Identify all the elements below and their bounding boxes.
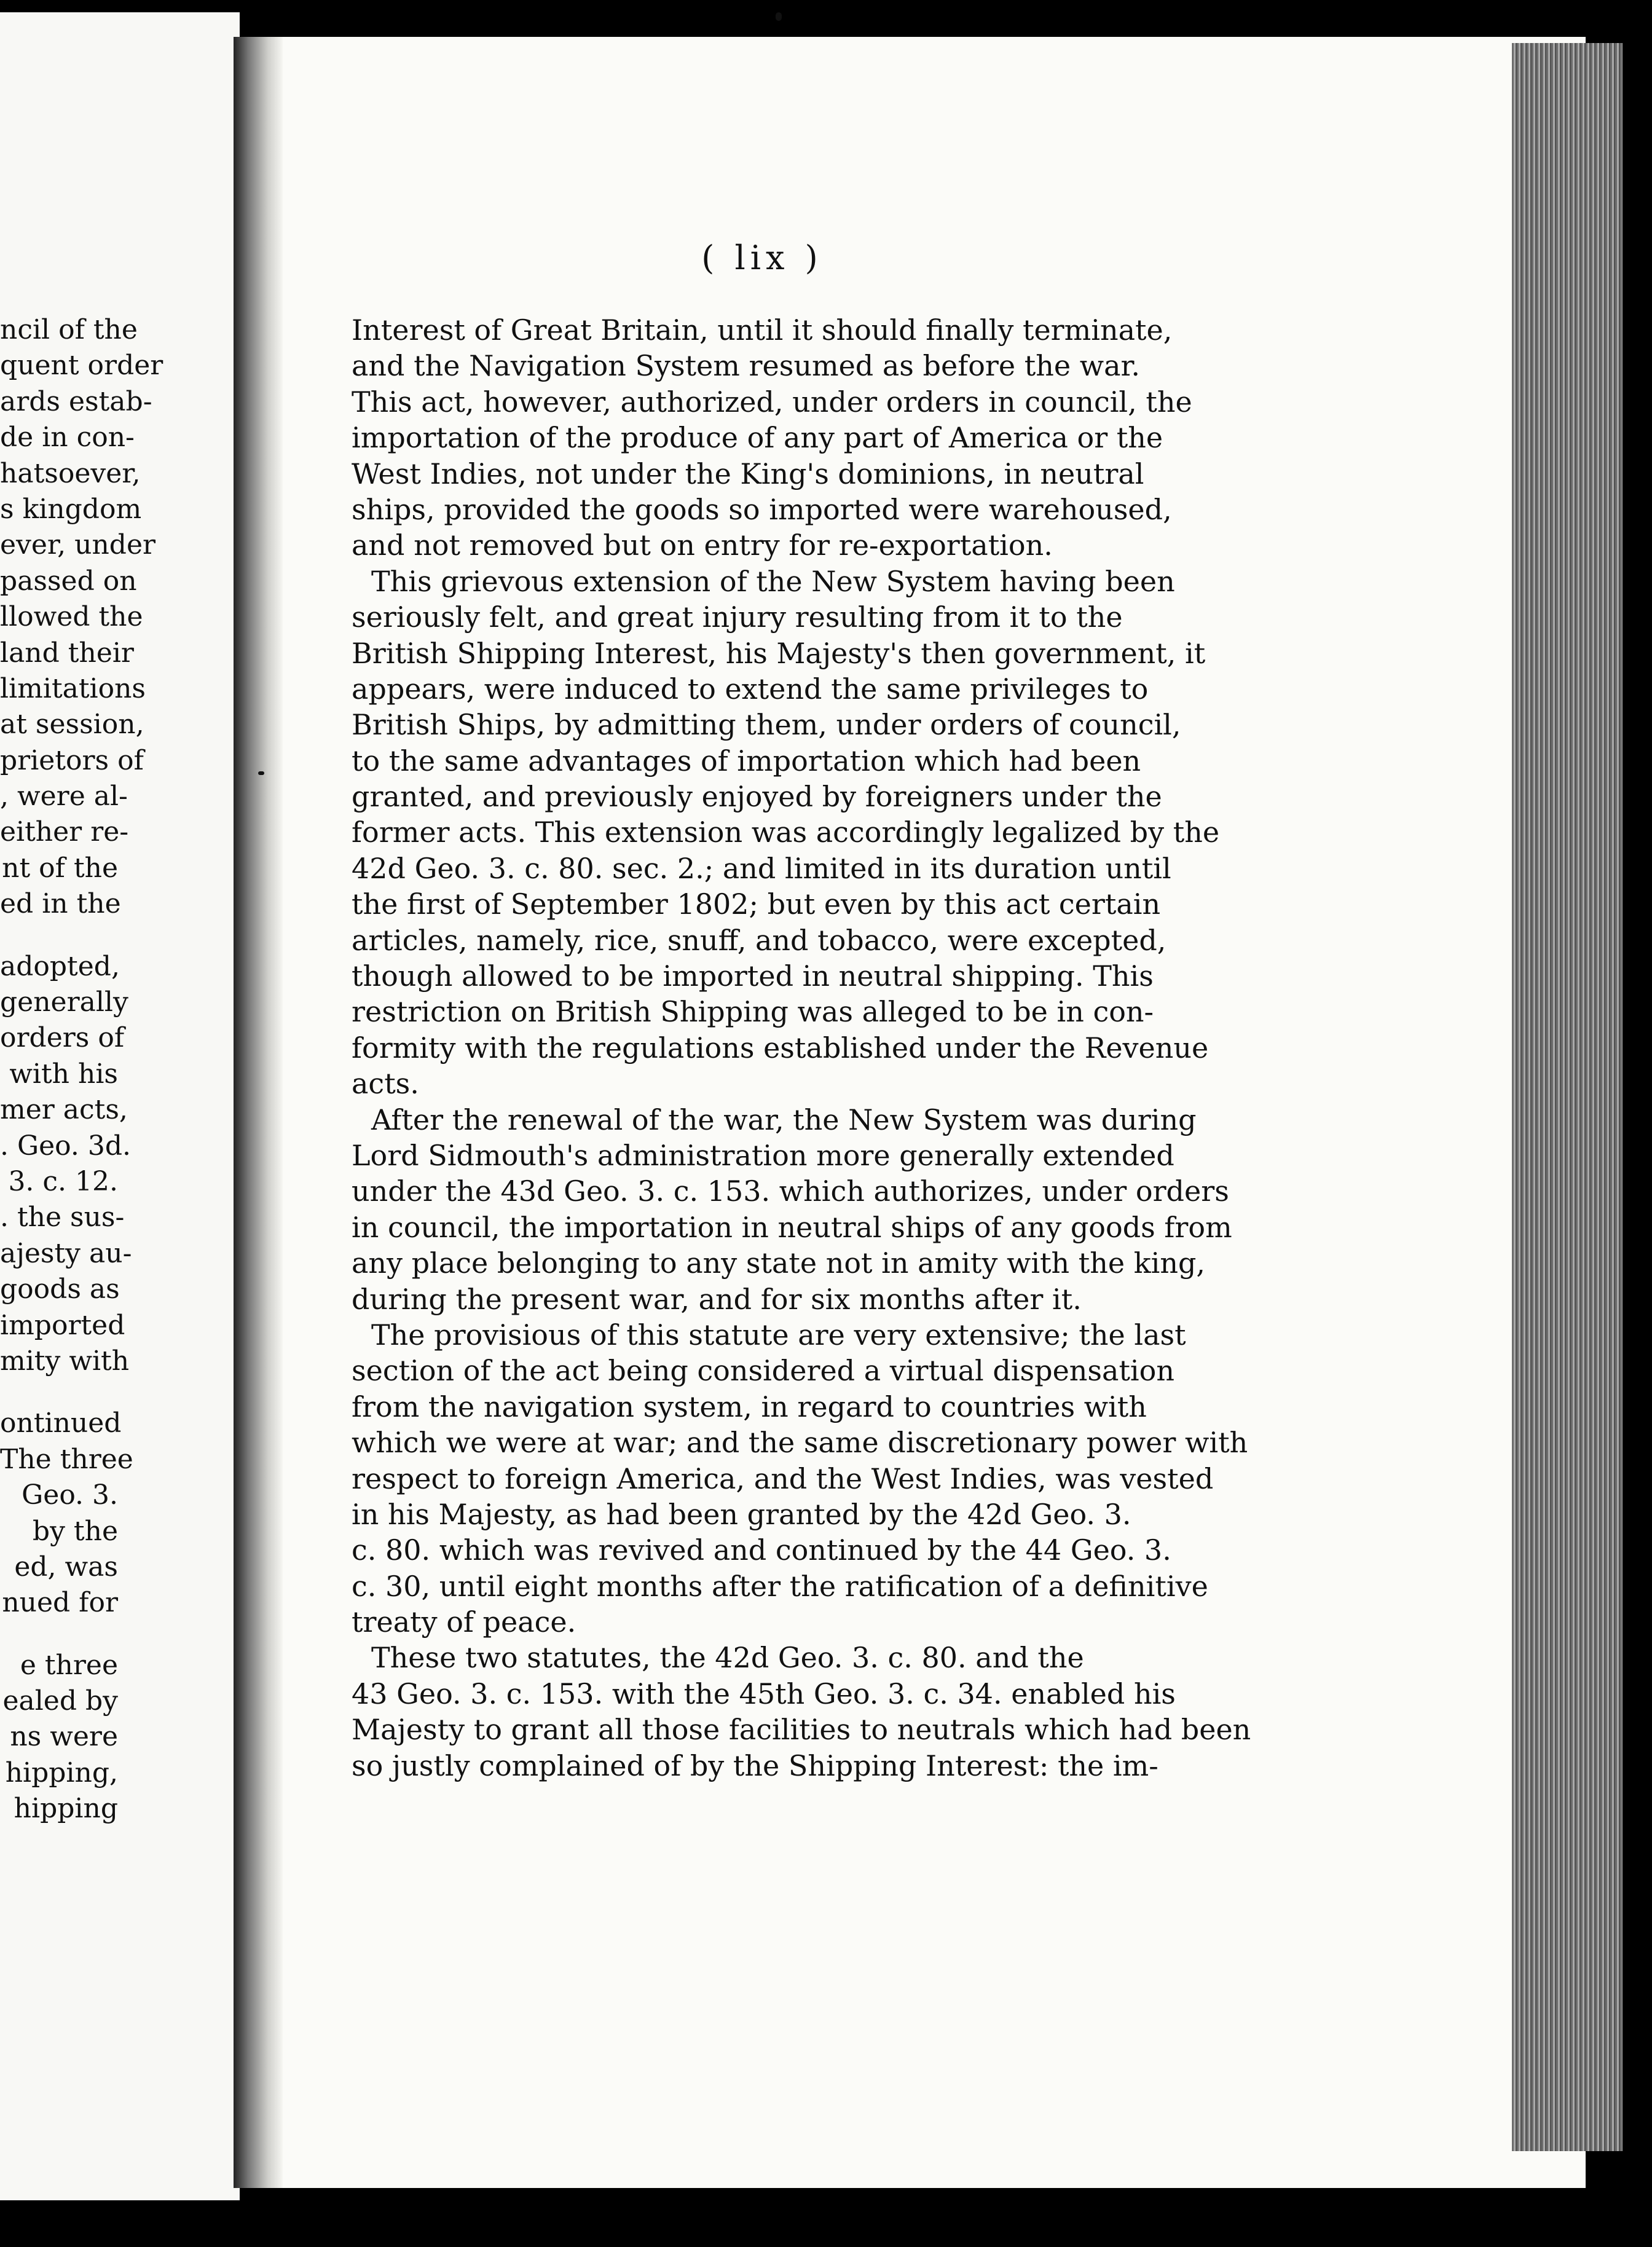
page-edges bbox=[1512, 43, 1622, 2151]
left-page-line: ajesty au- bbox=[0, 1237, 132, 1269]
text-line: formity with the regulations established under the Revenue bbox=[352, 1031, 1209, 1064]
text-line: acts. bbox=[352, 1067, 419, 1101]
ink-speck bbox=[258, 771, 264, 775]
left-page-line: s kingdom bbox=[0, 493, 142, 525]
left-page-line: ontinued bbox=[0, 1407, 122, 1439]
left-page-text bbox=[0, 312, 163, 1827]
text-line: section of the act being considered a virtual dispensation bbox=[352, 1354, 1174, 1388]
text-line: These two statutes, the 42d Geo. 3. c. 80. and the bbox=[371, 1641, 1084, 1675]
text-line: any place belonging to any state not in amity with the king, bbox=[352, 1246, 1206, 1280]
text-line: British Ships, by admitting them, under orders of council, bbox=[352, 708, 1181, 742]
text-line: Majesty to grant all those facilities to neutrals which had been bbox=[352, 1713, 1251, 1747]
left-page-line: ncil of the bbox=[0, 314, 138, 345]
text-line: Lord Sidmouth's administration more generally extended bbox=[352, 1138, 1174, 1172]
left-page-line: ever, under bbox=[0, 529, 156, 561]
left-page-line: . the sus- bbox=[0, 1202, 125, 1234]
text-line: Interest of Great Britain, until it should finally terminate, bbox=[352, 313, 1173, 347]
text-line: respect to foreign America, and the West Indies, was vested bbox=[352, 1462, 1214, 1495]
left-page-line: nt of the bbox=[2, 852, 118, 884]
text-line: treaty of peace. bbox=[352, 1605, 576, 1639]
left-page-line: , were al- bbox=[0, 781, 128, 813]
left-page-line: Geo. 3. bbox=[22, 1479, 118, 1511]
left-page-line: orders of bbox=[0, 1022, 125, 1054]
main-text-block bbox=[352, 312, 1249, 1784]
paragraph bbox=[352, 1102, 1249, 1317]
left-page-line: llowed the bbox=[0, 601, 143, 633]
text-line: so justly complained of by the Shipping Interest: the im- bbox=[352, 1749, 1158, 1782]
text-line: seriously felt, and great injury resulting from it to the bbox=[352, 600, 1123, 634]
left-page-line: passed on bbox=[0, 565, 137, 597]
text-line: though allowed to be imported in neutral shipping. This bbox=[352, 959, 1154, 993]
text-line: This grievous extension of the New System having been bbox=[371, 564, 1175, 598]
text-line: ships, provided the goods so imported were warehoused, bbox=[352, 492, 1172, 526]
left-page-line: quent order bbox=[0, 350, 163, 382]
text-line: After the renewal of the war, the New System was during bbox=[371, 1103, 1197, 1136]
ink-speck bbox=[776, 12, 782, 21]
paragraph bbox=[352, 1640, 1249, 1784]
paragraph-gap bbox=[0, 1621, 118, 1648]
left-page-line: prietors of bbox=[0, 744, 144, 776]
text-line: during the present war, and for six months after it. bbox=[352, 1282, 1082, 1316]
left-page-line: imported bbox=[0, 1309, 125, 1341]
left-page-line: with his bbox=[9, 1058, 118, 1090]
left-page-line: either re- bbox=[0, 816, 129, 848]
left-page-line: hipping bbox=[14, 1793, 118, 1825]
text-line: This act, however, authorized, under orders in council, the bbox=[352, 385, 1192, 419]
text-line: c. 80. which was revived and continued by the 44 Geo. 3. bbox=[352, 1533, 1171, 1567]
left-page-line: ed, was bbox=[14, 1551, 118, 1583]
text-line: The provisious of this statute are very extensive; the last bbox=[371, 1318, 1186, 1352]
left-page bbox=[0, 12, 240, 2200]
left-page-line: generally bbox=[0, 986, 128, 1018]
left-page-line: 3. c. 12. bbox=[8, 1165, 118, 1197]
left-page-line: mer acts, bbox=[0, 1094, 128, 1126]
text-line: appears, were induced to extend the same privileges to bbox=[352, 672, 1149, 706]
left-page-line: The three bbox=[0, 1443, 133, 1475]
left-page-line: goods as bbox=[0, 1273, 120, 1305]
left-page-line: ed in the bbox=[0, 888, 121, 920]
left-page-line: hipping, bbox=[5, 1757, 118, 1789]
paragraph bbox=[352, 312, 1249, 564]
text-line: importation of the produce of any part of America or the bbox=[352, 421, 1163, 455]
text-line: which we were at war; and the same discretionary power with bbox=[352, 1426, 1248, 1460]
left-page-line: . Geo. 3d. bbox=[0, 1130, 131, 1162]
text-line: West Indies, not under the King's dominions, in neutral bbox=[352, 457, 1144, 490]
paragraph-gap bbox=[0, 923, 118, 949]
left-page-line: ns were bbox=[10, 1721, 118, 1753]
text-line: to the same advantages of importation which had been bbox=[352, 744, 1141, 777]
text-line: and not removed but on entry for re-exportation. bbox=[352, 529, 1053, 562]
left-page-line: ealed by bbox=[2, 1685, 118, 1717]
text-line: from the navigation system, in regard to countries with bbox=[352, 1390, 1147, 1423]
paragraph bbox=[352, 1317, 1249, 1640]
text-line: former acts. This extension was accordingly legalized by the bbox=[352, 816, 1220, 849]
left-page-line: e three bbox=[20, 1649, 118, 1681]
paragraph bbox=[352, 564, 1249, 1102]
paragraph-gap bbox=[0, 1379, 118, 1406]
text-line: in council, the importation in neutral ships of any goods from bbox=[352, 1210, 1232, 1244]
text-line: granted, and previously enjoyed by foreigners under the bbox=[352, 780, 1162, 814]
text-line: British Shipping Interest, his Majesty's then government, it bbox=[352, 636, 1206, 670]
left-page-line: limitations bbox=[0, 672, 146, 704]
left-page-line: at session, bbox=[0, 709, 144, 741]
left-page-line: land their bbox=[0, 637, 134, 669]
text-line: c. 30, until eight months after the ratification of a definitive bbox=[352, 1569, 1208, 1603]
left-page-line: by the bbox=[32, 1515, 118, 1547]
text-line: the first of September 1802; but even by this act certain bbox=[352, 887, 1161, 921]
running-head: ( lix ) bbox=[701, 238, 823, 277]
text-line: and the Navigation System resumed as before the war. bbox=[352, 349, 1141, 383]
text-line: 43 Geo. 3. c. 153. with the 45th Geo. 3. c. 34. enabled his bbox=[352, 1677, 1176, 1710]
left-page-line: mity with bbox=[0, 1345, 130, 1377]
book-gutter bbox=[234, 37, 283, 2188]
text-line: articles, namely, rice, snuff, and tobacco, were excepted, bbox=[352, 923, 1166, 957]
text-line: 42d Geo. 3. c. 80. sec. 2.; and limited in its duration until bbox=[352, 851, 1171, 885]
text-line: restriction on British Shipping was alleged to be in con- bbox=[352, 995, 1154, 1029]
text-line: under the 43d Geo. 3. c. 153. which authorizes, under orders bbox=[352, 1175, 1229, 1208]
left-page-line: ards estab- bbox=[0, 385, 152, 417]
left-page-line: hatsoever, bbox=[0, 457, 141, 489]
left-page-line: nued for bbox=[2, 1587, 118, 1619]
text-line: in his Majesty, as had been granted by the 42d Geo. 3. bbox=[352, 1497, 1131, 1531]
left-page-line: de in con- bbox=[0, 422, 135, 454]
left-page-line: adopted, bbox=[0, 950, 120, 982]
